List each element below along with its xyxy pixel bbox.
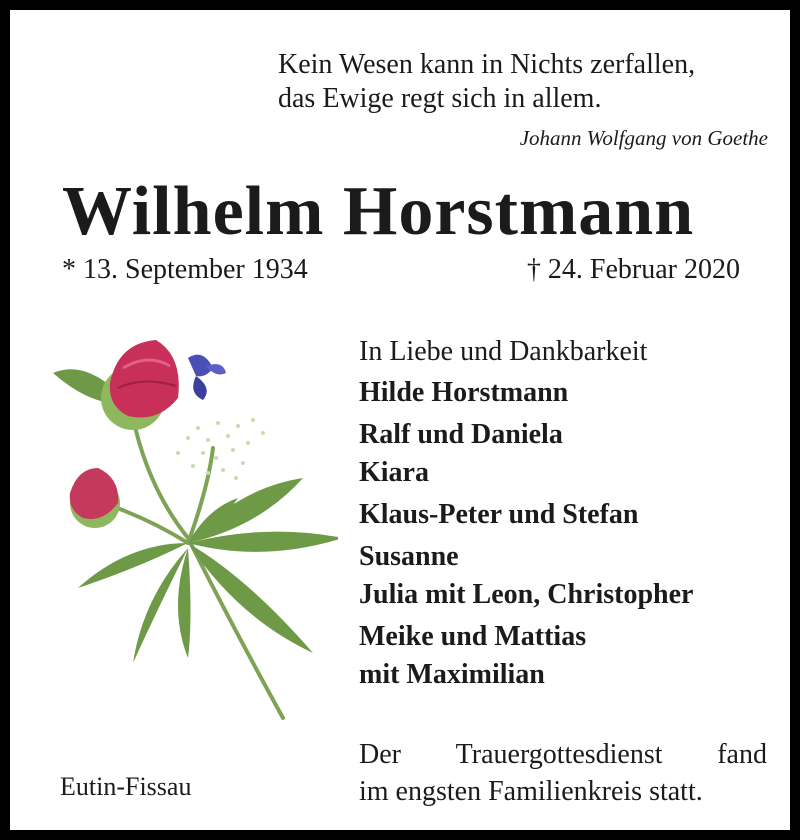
mourners-intro: In Liebe und Dankbarkeit bbox=[359, 336, 648, 367]
mourners-list bbox=[359, 374, 693, 694]
death-date: † 24. Februar 2020 bbox=[526, 254, 740, 285]
notice-word: Trauergottesdienst bbox=[455, 739, 663, 770]
mourner-line: Klaus-Peter und Stefan bbox=[359, 499, 639, 530]
service-notice-line-1 bbox=[359, 736, 767, 773]
quote-line-1: Kein Wesen kann in Nichts zerfallen, bbox=[278, 49, 696, 80]
quote-line-2: das Ewige regt sich in allem. bbox=[278, 83, 602, 114]
mourner-line: Susanne bbox=[359, 541, 459, 572]
mourner-line: Kiara bbox=[359, 457, 429, 488]
birth-date: * 13. September 1934 bbox=[62, 254, 308, 285]
location: Eutin-Fissau bbox=[60, 772, 192, 801]
obituary-notice bbox=[10, 10, 790, 830]
mourner-line: Ralf und Daniela bbox=[359, 419, 563, 450]
mourner-line: Julia mit Leon, Christopher bbox=[359, 579, 694, 610]
mourner-line: Hilde Horstmann bbox=[359, 377, 569, 408]
notice-word: Der bbox=[359, 739, 401, 770]
notice-word: fand bbox=[717, 739, 767, 770]
peony-flower-illustration bbox=[38, 328, 338, 728]
deceased-name: Wilhelm Horstmann bbox=[62, 173, 695, 250]
service-notice-line-2: im engsten Familienkreis statt. bbox=[359, 776, 703, 807]
quote bbox=[278, 48, 695, 116]
mourner-line: Meike und Mattias bbox=[359, 621, 587, 652]
quote-author: Johann Wolfgang von Goethe bbox=[519, 126, 768, 150]
service-notice bbox=[359, 736, 767, 810]
mourner-line: mit Maximilian bbox=[359, 659, 545, 690]
